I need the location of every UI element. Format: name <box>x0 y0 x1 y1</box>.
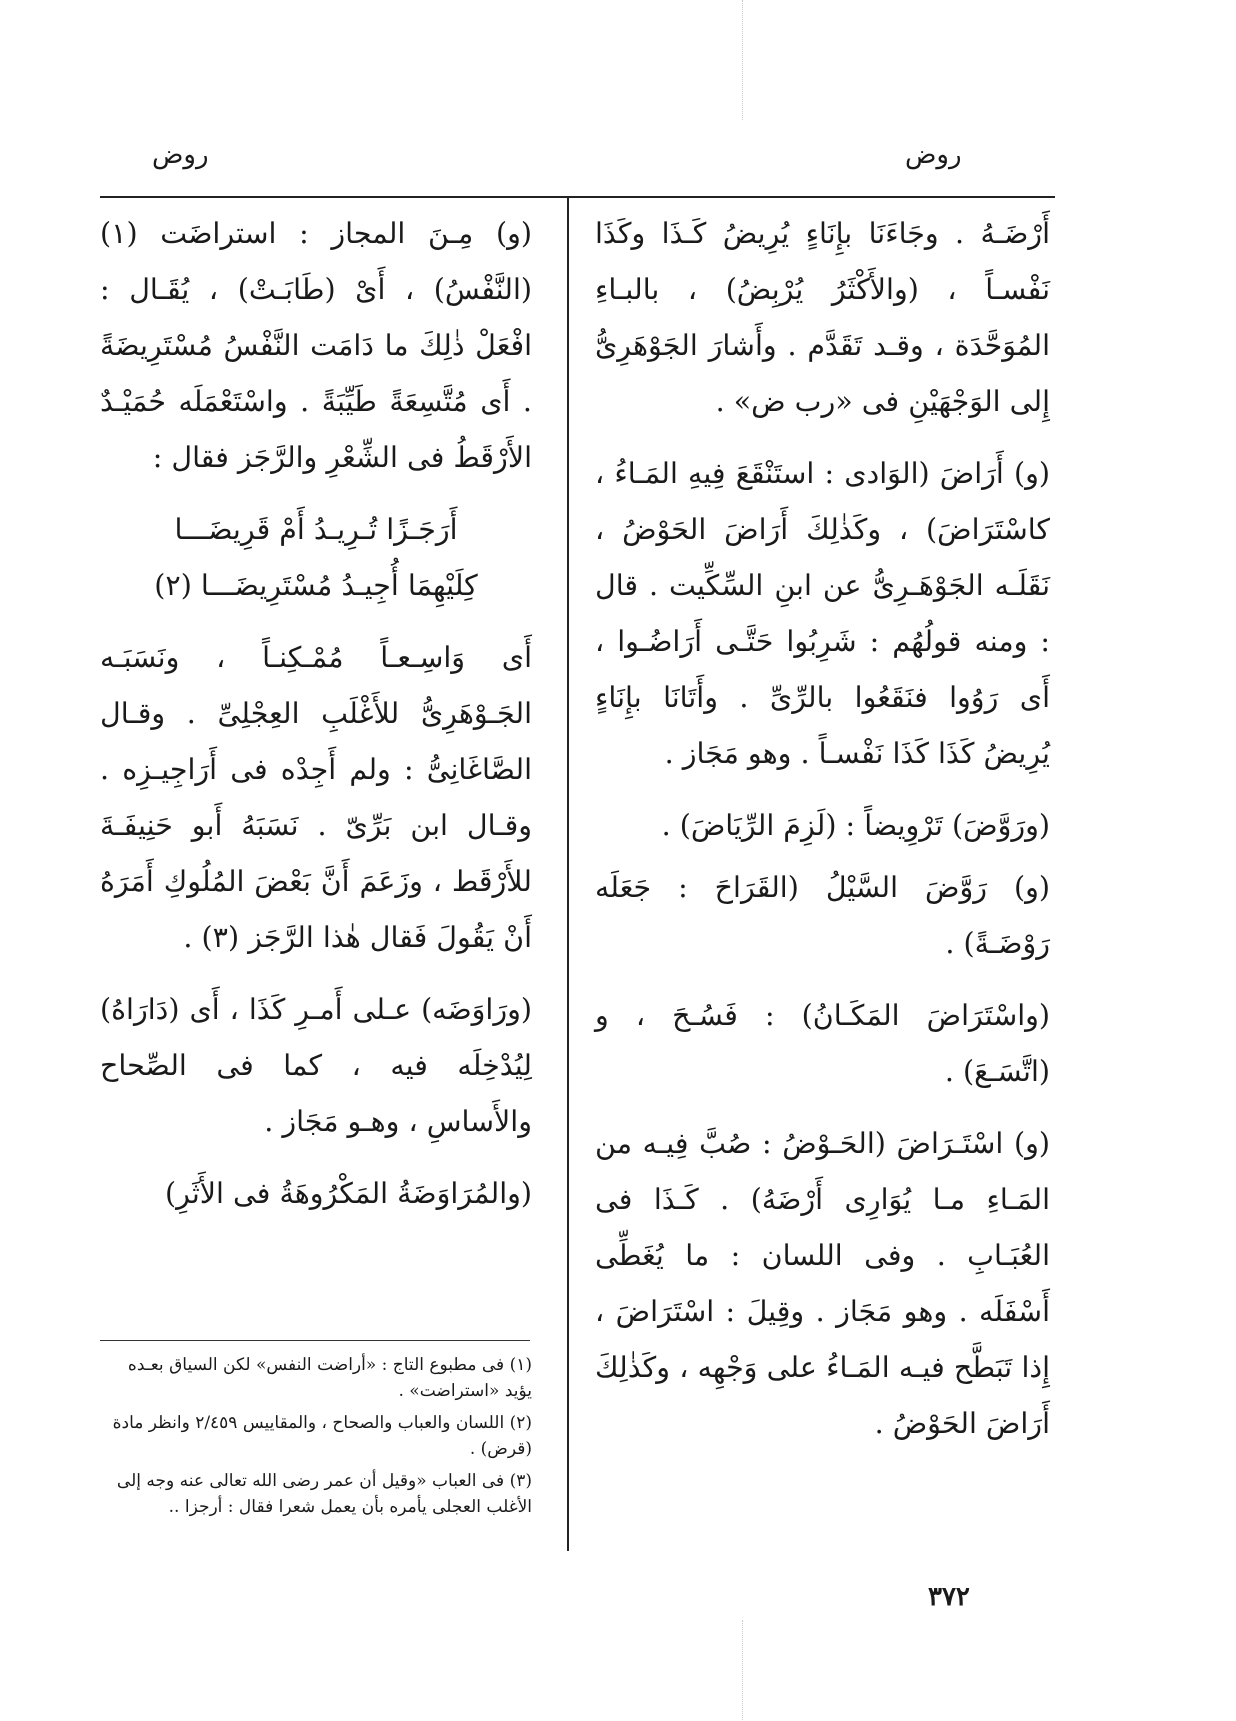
entry-paragraph: (و) رَوَّضَ السَّيْلُ (القَرَاحَ : جَعَلَه رَوْضَـةً) . <box>595 871 1050 960</box>
entry-paragraph: (و) أَرَاضَ (الوَادى : استَنْقَعَ فِيهِ المَـاءُ ، كاسْتَرَاضَ) ، وكَذٰلِكَ أَرَاضَ الحَوْضُ ، نَقَلَـه الجَوْهَـرِىُّ عن ابنِ السِّكِّيت . قال : ومنه قولُهُم : شَرِبُوا حَتَّـى أَرَاضُـوا ، أَى رَوُوا فنَقَعُوا بالرِّىِّ . وأَتَانَا بإِنَاءٍ يُرِيضُ كَذَا كَذَا نَفْسـاً . وهو مَجَاز . <box>595 457 1050 770</box>
entry-paragraph: أَرْضَـهُ . وجَاءَنَا بإِنَاءٍ يُرِيضُ كَـذَا وكَذَا نَفْسـاً ، (والأَكْثَرُ يُرْبِضُ) ، بالبـاءِ المُوَحَّدَة ، وقـد تَقَدَّم . وأَشارَ الجَوْهَرِىُّ إِلى الوَجْهَيْنِ فى «رب ض» . <box>595 217 1050 418</box>
entry-paragraph: أَى وَاسِـعـاً مُمْـكِنـاً ، ونَسَبَـه الجَـوْهَرِىُّ للأَغْلَبِ العِجْلِىِّ . وقـال الصَّاغَانِىُّ : ولم أَجِدْه فى أَرَاجِيـزِه . وقـال ابن بَرِّىّ . نَسَبَهُ أَبو حَنِيفَـةَ للأَرْقَط ، وزَعَمَ أَنَّ بَعْضَ المُلُوكِ أَمَرَهُ أَنْ يَقُولَ فَقال هٰذا الرَّجَز (٣) . <box>100 641 532 954</box>
footnote: (١) فى مطبوع التاج : «أراضت النفس» لكن السياق بعـده يؤيد «استراضت» . <box>127 1355 532 1401</box>
entry-paragraph: (واسْتَرَاضَ المَكَـانُ) : فَسُـحَ ، و (اتَّسَـعَ) . <box>595 999 1050 1088</box>
page-number: ٣٧٢ <box>928 1582 970 1612</box>
entry-paragraph: (ورَوَّضَ) تَرْوِيضاً : (لَزِمَ الرِّيَاضَ) . <box>661 809 1050 842</box>
scan-artifact <box>742 0 743 120</box>
left-running-header: روض <box>152 140 209 170</box>
header-rule <box>100 196 1055 198</box>
footnote: (٢) اللسان والعباب والصحاح ، والمقاييس ٢/٤٥٩ وانظر مادة (قرض) . <box>112 1413 532 1459</box>
footnote-rule <box>100 1340 530 1341</box>
right-running-header: روض <box>905 140 962 170</box>
entry-paragraph: (و) اسْتَـرَاضَ (الحَـوْضُ : صُبَّ فِيـه من المَـاءِ مـا يُوَارِى أَرْضَهُ) . كَـذَا فى العُبَـابِ . وفى اللسان : ما يُغَطِّى أَسْفَلَه . وهو مَجَاز . وقِيلَ : اسْتَرَاضَ ، إِذا تَبَطَّح فيـه المَـاءُ على وَجْهِه ، وكَذٰلِكَ أَرَاضَ الحَوْضُ . <box>595 1127 1050 1440</box>
right-column <box>595 206 1050 1468</box>
verse-block <box>100 502 532 614</box>
verse-line: كِلَيْهِمَا أُجِيـدُ مُسْتَرِيضَـــا (٢) <box>154 569 478 602</box>
entry-paragraph: (والمُرَاوَضَةُ المَكْرُوهَةُ فى الأَثَرِ) <box>165 1177 532 1210</box>
entry-paragraph: (و) مِـنَ المجاز : استراضَت (١) (النَّفْسُ) ، أَىْ (طَابَـتْ) ، يُقَـال : افْعَلْ ذٰلِكَ ما دَامَت النَّفْسُ مُسْتَرِيضَةً . أَى مُتَّسِعَةً طَيِّبَةً . واسْتَعْمَلَه حُمَيْـدٌ الأَرْقَطُ فى الشِّعْرِ والرَّجَز فقال : <box>100 217 532 474</box>
scan-artifact <box>742 1620 743 1720</box>
footnote: (٣) فى العباب «وقيل أن عمر رضى الله تعالى عنه وجه إلى الأغلب العجلى يأمره بأن يعمل شعرا فقال : أرجزا .. <box>116 1471 532 1517</box>
entry-paragraph: (ورَاوَضَه) عـلى أَمـرِ كَذَا ، أَى (دَارَاهُ) لِيُدْخِلَه فيه ، كما فى الصِّحاح والأَساسِ ، وهـو مَجَاز . <box>100 993 532 1138</box>
column-divider <box>567 196 569 1551</box>
left-column <box>100 206 532 1238</box>
footnotes <box>100 1352 532 1526</box>
verse-line: أَرَجَـزًا تُـرِيـدُ أَمْ قَرِيضَـــا <box>174 513 458 546</box>
